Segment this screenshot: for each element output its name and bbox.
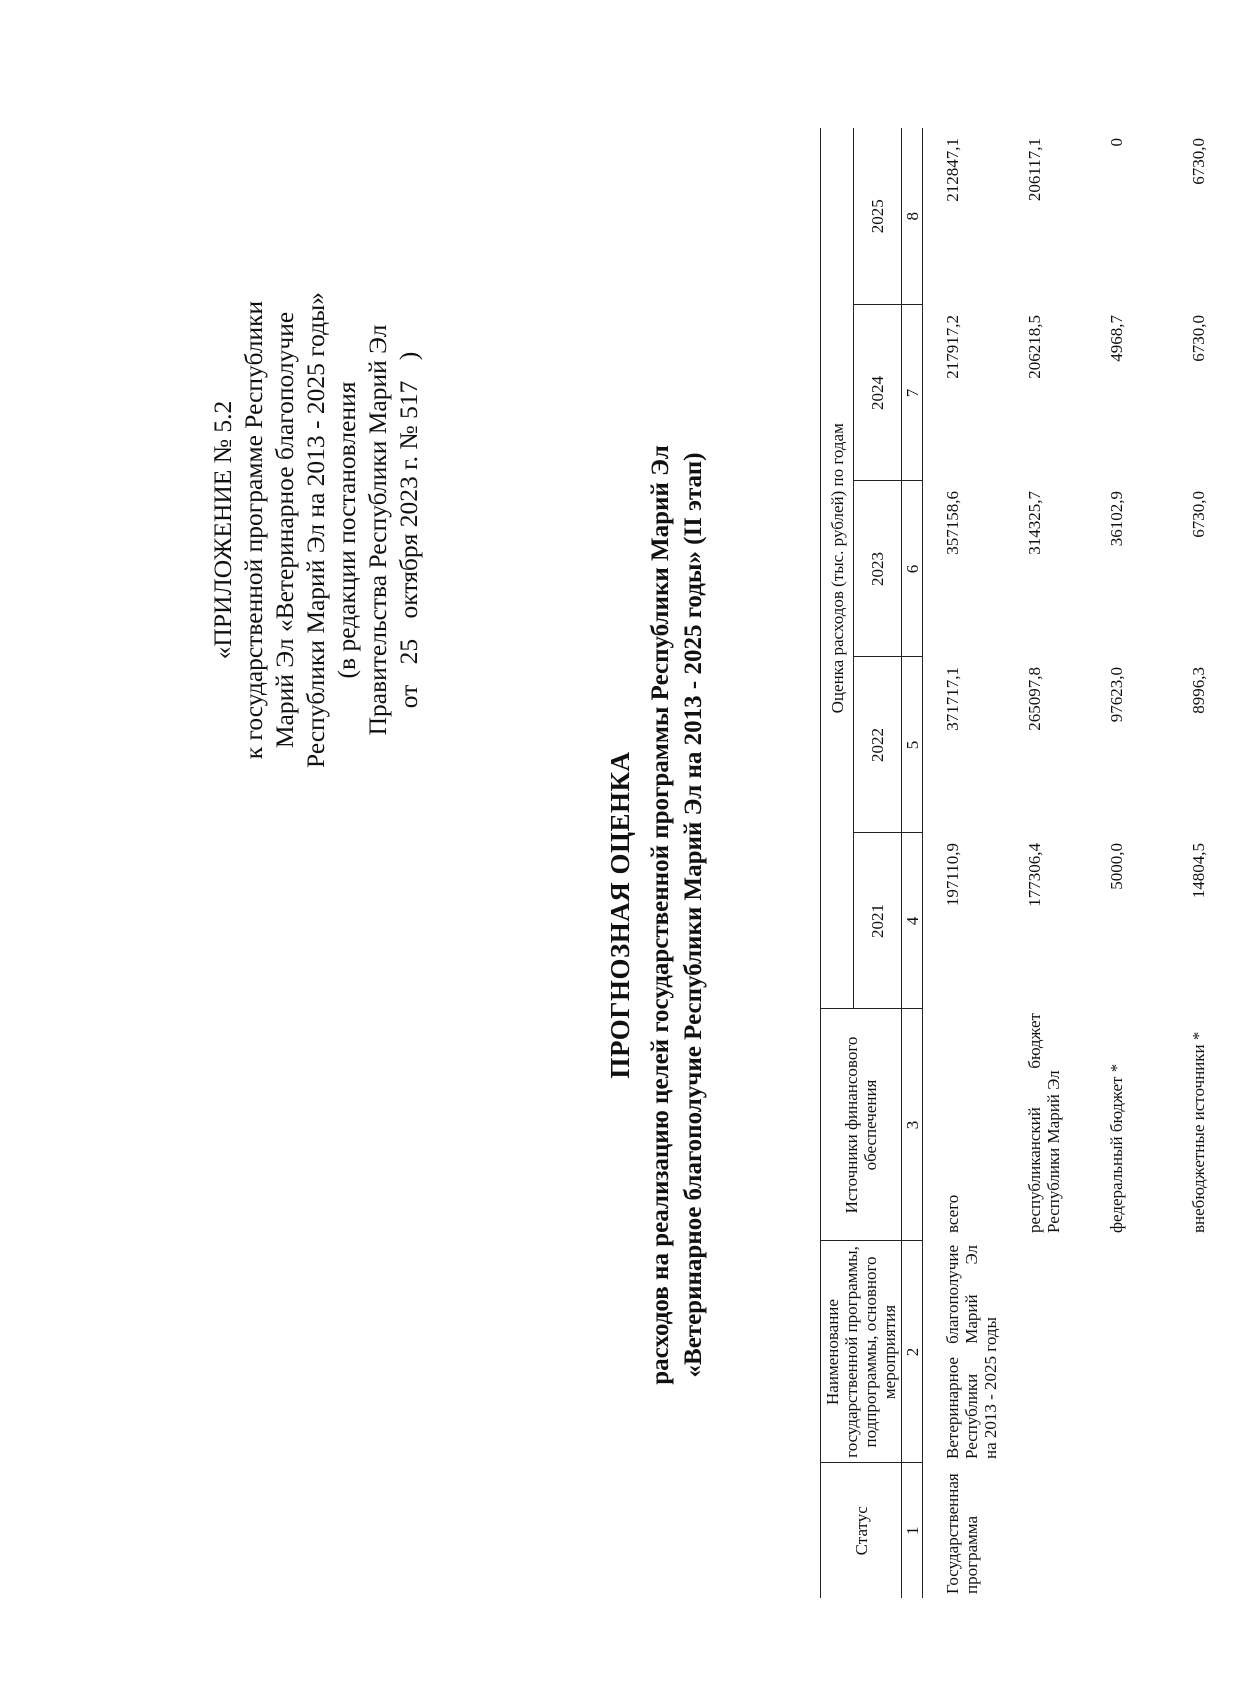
column-number: 5 bbox=[902, 657, 923, 833]
value-cell: 6730,0 bbox=[1189, 315, 1208, 362]
value-cell: 371717,1 bbox=[943, 667, 962, 731]
header-sources: Источники финансового обеспечения bbox=[821, 1009, 902, 1241]
value-cell: 97623,0 bbox=[1107, 667, 1126, 723]
program-name-cell: Ветеринарное благополучие Республики Марий Эл на 2013 - 2025 годы bbox=[943, 1244, 1000, 1459]
value-cell: 197110,9 bbox=[943, 843, 962, 907]
appendix-line: к государственной программе Республики bbox=[239, 300, 268, 760]
source-cell: всего bbox=[943, 1194, 962, 1233]
value-cell: 6730,0 bbox=[1189, 137, 1208, 185]
document-number: 517 bbox=[394, 380, 423, 419]
appendix-line: Республики Марий Эл на 2013 - 2025 годы» bbox=[301, 292, 330, 768]
value-cell: 5000,0 bbox=[1107, 843, 1126, 890]
title-line: ПРОГНОЗНАЯ ОЦЕНКА bbox=[605, 751, 635, 1079]
document-title bbox=[603, 240, 710, 1590]
value-cell: 177306,4 bbox=[1025, 843, 1044, 907]
header-year: 2025 bbox=[854, 128, 902, 305]
value-cell: 14804,5 bbox=[1189, 843, 1208, 899]
column-number: 1 bbox=[902, 1463, 923, 1598]
value-cell: 36102,9 bbox=[1107, 491, 1126, 547]
date-day: 25 bbox=[394, 638, 423, 665]
column-number: 8 bbox=[902, 128, 923, 305]
source-cell: федеральный бюджет * bbox=[1107, 1063, 1126, 1233]
header-status: Статус bbox=[821, 1463, 902, 1598]
status-cell: Государственная программа bbox=[943, 1473, 981, 1594]
appendix-line: Правительства Республики Марий Эл bbox=[363, 324, 392, 736]
subtitle-line: расходов на реализацию целей государственной программы Республики Марий Эл bbox=[647, 445, 674, 1385]
source-cell: республиканский бюджет Республики Марий Эл bbox=[1025, 1013, 1063, 1233]
value-cell: 217917,2 bbox=[943, 315, 962, 379]
appendix-heading: «ПРИЛОЖЕНИЕ № 5.2 bbox=[208, 400, 237, 660]
date-rest: октября 2023 г. № bbox=[394, 425, 423, 619]
value-cell: 206218,5 bbox=[1025, 315, 1044, 379]
column-number: 6 bbox=[902, 481, 923, 657]
table-row bbox=[923, 128, 1010, 1598]
header-estimate: Оценка расходов (тыс. рублей) по годам bbox=[821, 128, 854, 1009]
expenses-table bbox=[820, 128, 1255, 1598]
column-number: 7 bbox=[902, 305, 923, 481]
value-cell: 4968,7 bbox=[1107, 315, 1126, 362]
value-cell: 314325,7 bbox=[1025, 491, 1044, 555]
header-year: 2022 bbox=[854, 657, 902, 833]
value-cell: 0 bbox=[1107, 137, 1126, 147]
value-cell: 212847,1 bbox=[943, 137, 962, 202]
value-cell: 265097,8 bbox=[1025, 667, 1044, 731]
source-cell: внебюджетные источники * bbox=[1189, 1031, 1208, 1233]
value-cell: 6730,0 bbox=[1189, 491, 1208, 538]
column-number: 2 bbox=[902, 1241, 923, 1463]
appendix-line: (в редакции постановления bbox=[332, 381, 361, 679]
header-year: 2021 bbox=[854, 833, 902, 1009]
document-page bbox=[75, 90, 1208, 1650]
appendix-note bbox=[207, 230, 424, 830]
appendix-date-line bbox=[393, 230, 424, 830]
appendix-line: Марий Эл «Ветеринарное благополучие bbox=[270, 311, 299, 749]
header-name: Наименование государственной программы, подпрограммы, основного мероприятия bbox=[821, 1241, 902, 1463]
date-prefix: от bbox=[394, 684, 423, 709]
column-number: 3 bbox=[902, 1009, 923, 1241]
header-year: 2023 bbox=[854, 481, 902, 657]
value-cell: 206117,1 bbox=[1025, 137, 1044, 202]
column-number: 4 bbox=[902, 833, 923, 1009]
value-cell: 8996,3 bbox=[1189, 667, 1208, 714]
subtitle-line: «Ветеринарное благополучие Республики Марий Эл на 2013 - 2025 годы» (II этап) bbox=[680, 452, 707, 1378]
date-close: ) bbox=[394, 351, 423, 361]
header-year: 2024 bbox=[854, 305, 902, 481]
value-cell: 357158,6 bbox=[943, 491, 962, 555]
